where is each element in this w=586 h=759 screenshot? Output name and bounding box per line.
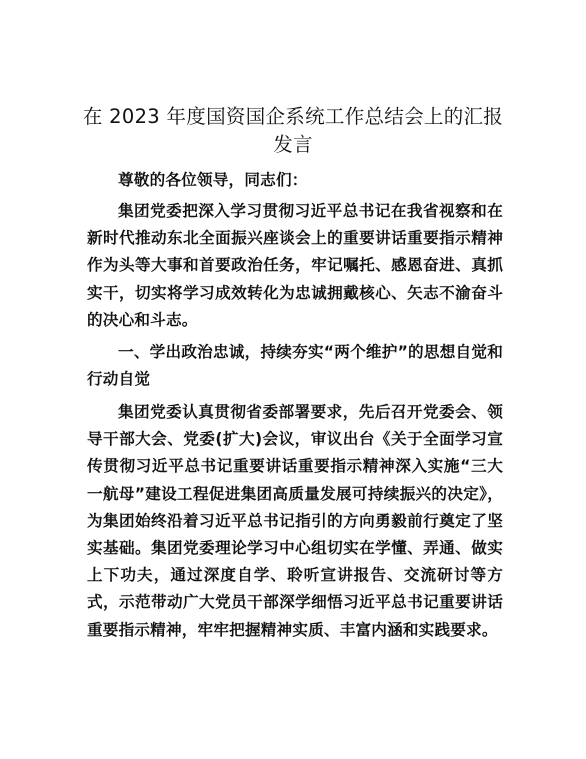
body-paragraph: 集团党委认真贯彻省委部署要求，先后召开党委会、领导干部大会、党委(扩大)会议，审议出台《关于全面学习宣传贯彻习近平总书记重要讲话重要指示精神深入实施“三大一航母”建设工程促进集团高质量发展可持续振兴的决定》，为集团始终沿着习近平总书记指引的方向勇毅前行奠定了坚实基础。集团党委理论学习中心组切实在学懂、弄通、做实上下功夫，通过深度自学、聆听宣讲报告、交流研讨等方式，示范带动广大党员干部深学细悟习近平总书记重要讲话重要指示精神，牢牢把握精神实质、丰富内涵和实践要求。 xyxy=(87,403,503,639)
greeting-paragraph: 尊敬的各位领导，同志们： xyxy=(118,171,308,189)
document-title: 在 2023 年度国资国企系统工作总结会上的汇报发言 xyxy=(82,105,504,156)
intro-paragraph: 集团党委把深入学习贯彻习近平总书记在我省视察和在新时代推动东北全面振兴座谈会上的重要讲话重要指示精神作为头等大事和首要政治任务，牢记嘱托、感恩奋进、真抓实干，切实将学习成效转化为忠诚拥戴核心、矢志不渝奋斗的决心和斗志。 xyxy=(87,202,503,329)
section-heading-1: 一、学出政治忠诚，持续夯实“两个维护”的思想自觉和行动自觉 xyxy=(87,343,503,389)
